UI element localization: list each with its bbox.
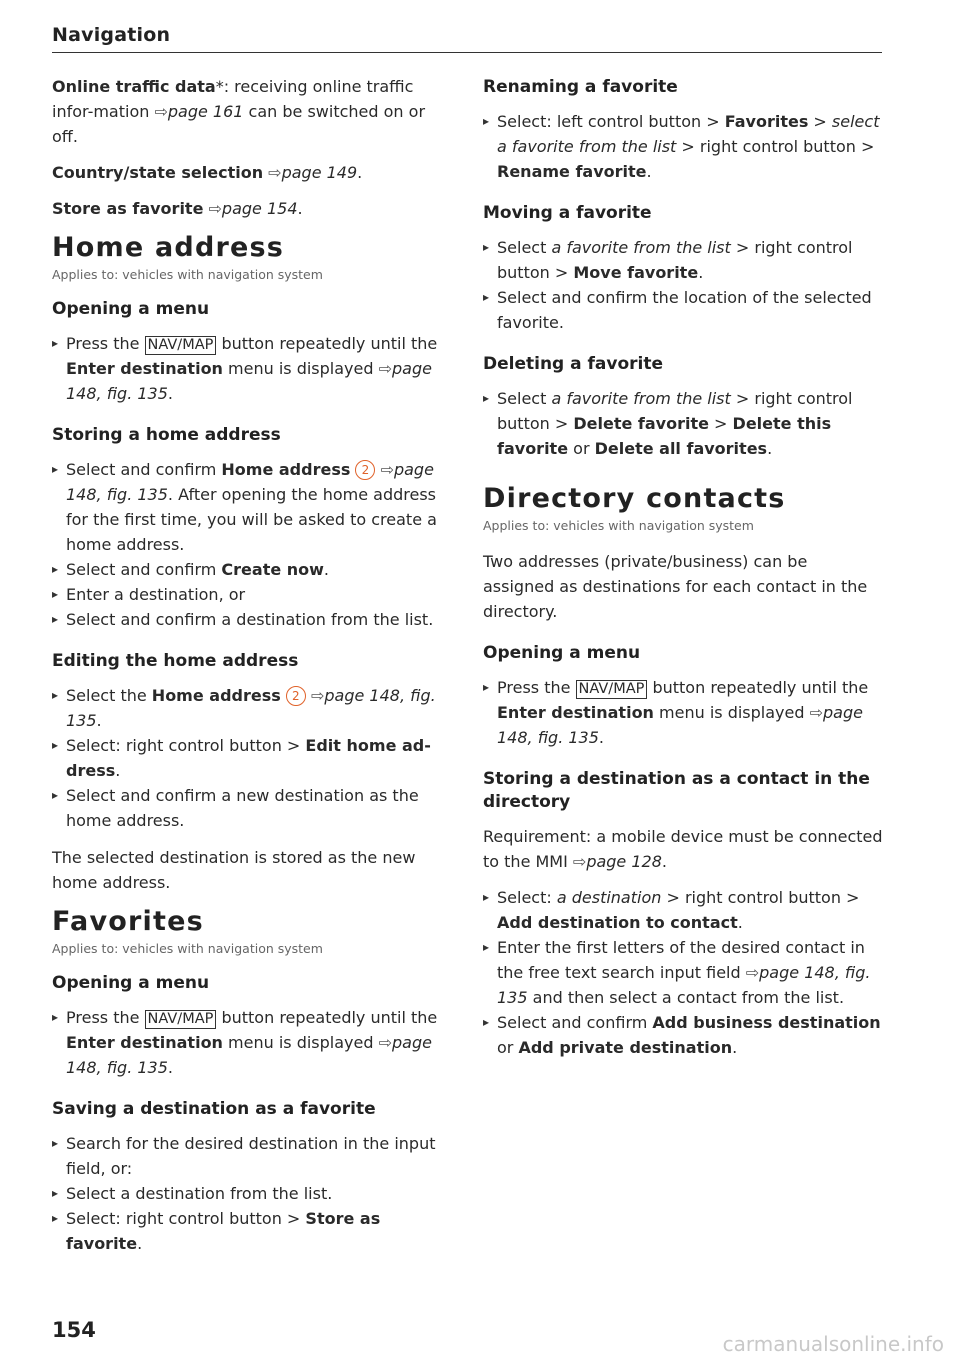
list-item: ▸ Press the NAV/MAP button repeatedly until the Enter destination menu is displayed ⇨page 148, fig. 135.: [52, 331, 452, 406]
list-item: ▸ Select the Home address 2 ⇨page 148, fig. 135.: [52, 683, 452, 733]
subheading-moving-favorite: Moving a favorite: [483, 203, 652, 223]
right-column: [483, 74, 883, 1060]
steps-list: [483, 885, 883, 1060]
subheading-deleting-favorite: Deleting a favorite: [483, 354, 664, 374]
left-column: [52, 74, 452, 1256]
steps-list: [483, 675, 883, 750]
list-item: ▸ Search for the desired destination in the input field, or:: [52, 1131, 452, 1181]
page-link[interactable]: page 148, fig. 135: [66, 359, 432, 403]
subheading-saving-favorite: Saving a destination as a favorite: [52, 1099, 376, 1119]
header-divider: [52, 52, 882, 53]
list-item: ▸ Select and confirm a destination from the list.: [52, 607, 452, 632]
arrow-icon: ⇨: [268, 163, 282, 182]
applies-note: Applies to: vehicles with navigation system: [52, 267, 323, 282]
steps-list: [52, 457, 452, 632]
heading-favorites: Favorites: [52, 906, 204, 937]
arrow-icon: ⇨: [380, 460, 394, 479]
arrow-icon: ⇨: [809, 703, 824, 722]
requirement-note: Requirement: a mobile device must be connected to the MMI ⇨page 128.: [483, 827, 883, 871]
heading-directory-contacts: Directory contacts: [483, 483, 786, 514]
arrow-icon: ⇨: [378, 1033, 393, 1052]
applies-note: Applies to: vehicles with navigation system: [483, 518, 754, 533]
arrow-icon: ⇨: [154, 102, 168, 121]
edit-note: The selected destination is stored as the new home address.: [52, 848, 416, 892]
directory-intro: Two addresses (private/business) can be assigned as destinations for each contact in the directory.: [483, 552, 868, 621]
list-item: ▸ Select: left control button > Favorites > select a favorite from the list > right control button > Rename favorite.: [483, 109, 883, 184]
steps-list: [52, 683, 452, 833]
subheading-opening-menu: Opening a menu: [52, 973, 210, 993]
list-item: ▸ Select and confirm Add business destination or Add private destination.: [483, 1010, 883, 1060]
page-number: 154: [52, 1318, 96, 1342]
applies-note: Applies to: vehicles with navigation system: [52, 941, 323, 956]
list-item: ▸ Press the NAV/MAP button repeatedly until the Enter destination menu is displayed ⇨page 148, fig. 135.: [483, 675, 883, 750]
callout-2-icon: 2: [286, 686, 306, 706]
arrow-icon: ⇨: [572, 852, 587, 871]
list-item: ▸ Enter a destination, or: [52, 582, 452, 607]
list-item: ▸ Select and confirm Home address 2 ⇨page 148, fig. 135. After opening the home address for the first time, you will be asked to create a home address.: [52, 457, 452, 557]
arrow-icon: ⇨: [208, 199, 222, 218]
nav-map-key: NAV/MAP: [145, 1010, 217, 1029]
subheading-opening-menu: Opening a menu: [52, 299, 210, 319]
steps-list: [52, 331, 452, 406]
subheading-storing-home: Storing a home address: [52, 425, 281, 445]
page-link[interactable]: page 148, fig. 135: [497, 703, 863, 747]
arrow-icon: ⇨: [745, 963, 760, 982]
list-item: ▸ Select a favorite from the list > right control button > Move favorite.: [483, 235, 883, 285]
arrow-icon: ⇨: [378, 359, 393, 378]
list-item: ▸ Select a favorite from the list > right control button > Delete favorite > Delete this favorite or Delete all favorites.: [483, 386, 883, 461]
list-item: ▸ Select and confirm the location of the selected favorite.: [483, 285, 883, 335]
page-link[interactable]: page 128: [586, 852, 662, 871]
page-link[interactable]: page 161: [167, 102, 244, 121]
section-title: Navigation: [52, 24, 171, 46]
intro-online-traffic: Online traffic data*: receiving online traffic infor-mation ⇨page 161 can be switched on or off.: [52, 77, 426, 146]
nav-map-key: NAV/MAP: [145, 336, 217, 355]
list-item: ▸ Select and confirm Create now.: [52, 557, 452, 582]
list-item: ▸ Select and confirm a new destination as the home address.: [52, 783, 452, 833]
list-item: ▸ Enter the first letters of the desired contact in the free text search input field ⇨page 148, fig. 135 and then select a contact from the list.: [483, 935, 883, 1010]
page-link[interactable]: page 148, fig. 135: [497, 963, 871, 1007]
steps-list: [483, 235, 883, 335]
subheading-opening-menu: Opening a menu: [483, 643, 641, 663]
steps-list: [483, 109, 883, 184]
intro-store-favorite: Store as favorite ⇨page 154.: [52, 199, 303, 218]
subheading-editing-home: Editing the home address: [52, 651, 299, 671]
arrow-icon: ⇨: [310, 686, 325, 705]
list-item: ▸ Select: right control button > Store as favorite.: [52, 1206, 452, 1256]
nav-map-key: NAV/MAP: [576, 680, 648, 699]
list-item: ▸ Press the NAV/MAP button repeatedly until the Enter destination menu is displayed ⇨page 148, fig. 135.: [52, 1005, 452, 1080]
list-item: ▸ Select a destination from the list.: [52, 1181, 452, 1206]
page-link[interactable]: page 154: [221, 199, 298, 218]
page-link[interactable]: page 149: [281, 163, 358, 182]
steps-list: [483, 386, 883, 461]
list-item: ▸ Select: a destination > right control button > Add destination to contact.: [483, 885, 883, 935]
list-item: ▸ Select: right control button > Edit home ad-dress.: [52, 733, 452, 783]
heading-home-address: Home address: [52, 232, 285, 263]
steps-list: [52, 1131, 452, 1256]
watermark: carmanualsonline.info: [722, 1332, 944, 1356]
steps-list: [52, 1005, 452, 1080]
page-link[interactable]: page 148, fig. 135: [66, 460, 434, 504]
intro-country-selection: Country/state selection ⇨page 149.: [52, 163, 363, 182]
callout-2-icon: 2: [355, 460, 375, 480]
subheading-storing-contact: Storing a destination as a contact in the directory: [483, 769, 870, 812]
page-link[interactable]: page 148, fig. 135: [66, 1033, 432, 1077]
subheading-renaming-favorite: Renaming a favorite: [483, 77, 678, 97]
page-link[interactable]: page 148, fig. 135: [66, 686, 436, 730]
